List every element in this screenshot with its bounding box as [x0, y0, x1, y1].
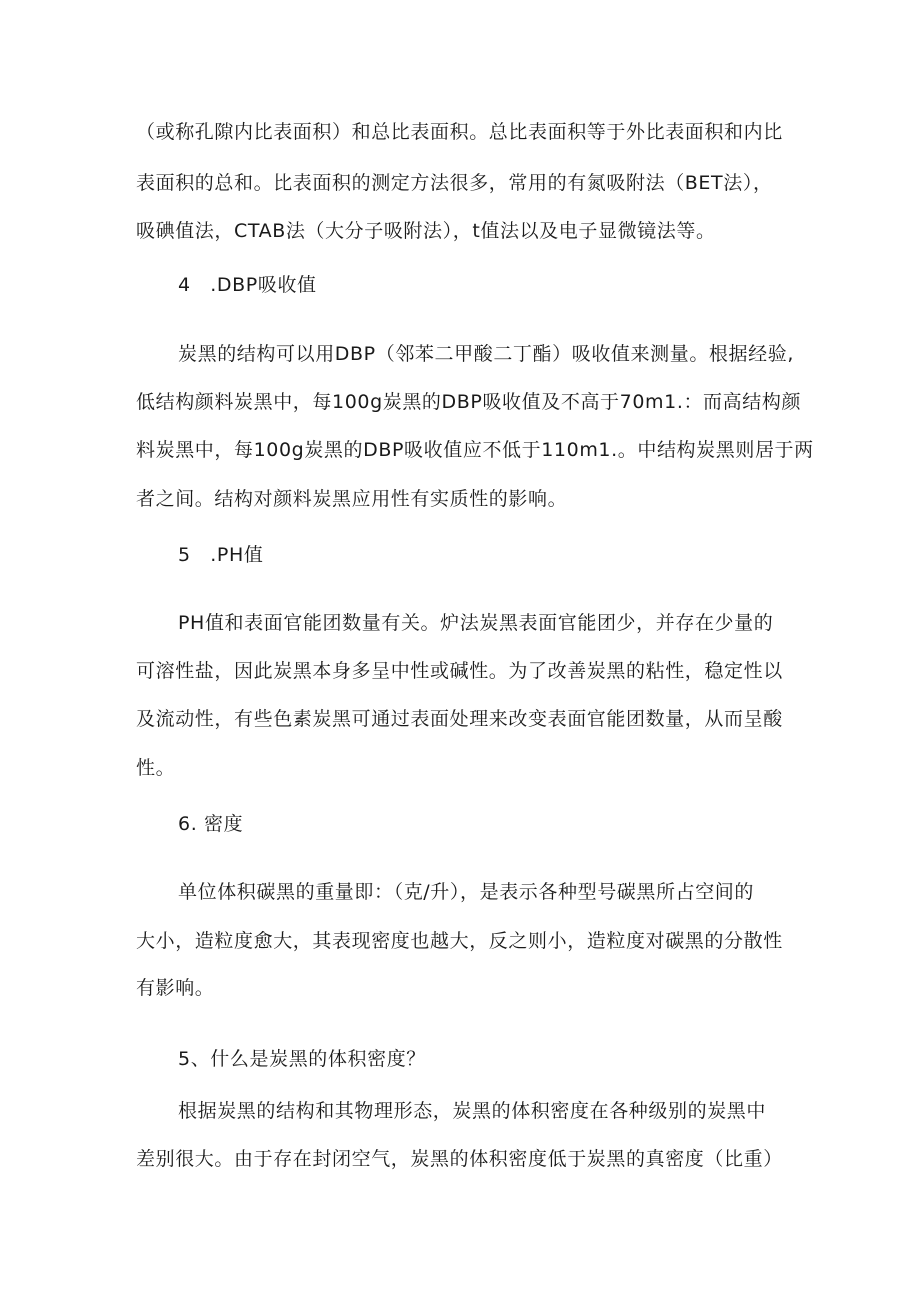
paragraph-line: 差别很大。由于存在封闭空气，炭黑的体积密度低于炭黑的真密度（比重）: [136, 1148, 783, 1170]
question-heading: 5、什么是炭黑的体积密度？: [178, 1048, 426, 1070]
paragraph-line: 单位体积碳黑的重量即：（克/升），是表示各种型号碳黑所占空间的: [178, 881, 755, 903]
paragraph-line: 料炭黑中，每100g炭黑的DBP吸收值应不低于110m1.。中结构炭黑则居于两: [136, 439, 814, 461]
paragraph-line: 大小，造粒度愈大，其表现密度也越大，反之则小，造粒度对碳黑的分散性: [136, 930, 783, 952]
paragraph-line: 有影响。: [136, 977, 215, 999]
paragraph-line: 者之间。结构对颜料炭黑应用性有实质性的影响。: [136, 488, 568, 510]
paragraph-line: 吸碘值法，CTAB法（大分子吸附法），t值法以及电子显微镜法等。: [136, 220, 716, 242]
paragraph-line: PH值和表面官能团数量有关。炉法炭黑表面官能团少，并存在少量的: [178, 612, 774, 634]
paragraph-line: 及流动性，有些色素炭黑可通过表面处理来改变表面官能团数量，从而呈酸: [136, 708, 783, 730]
section-heading: 4 .DBP吸收值: [178, 274, 317, 296]
paragraph-line: 根据炭黑的结构和其物理形态，炭黑的体积密度在各种级别的炭黑中: [178, 1100, 767, 1122]
paragraph-line: 炭黑的结构可以用DBP（邻苯二甲酸二丁酯）吸收值来测量。根据经验,: [178, 343, 794, 365]
paragraph-line: 表面积的总和。比表面积的测定方法很多，常用的有氮吸附法（BET法），: [136, 172, 773, 194]
section-heading: 5 .PH值: [178, 544, 264, 566]
section-heading: 6. 密度: [178, 813, 244, 835]
paragraph-line: （或称孔隙内比表面积）和总比表面积。总比表面积等于外比表面积和内比: [136, 121, 783, 143]
paragraph-line: 可溶性盐，因此炭黑本身多呈中性或碱性。为了改善炭黑的粘性，稳定性以: [136, 660, 783, 682]
paragraph-line: 性。: [136, 757, 176, 779]
paragraph-line: 低结构颜料炭黑中，每100g炭黑的DBP吸收值及不高于70m1.：而高结构颜: [136, 391, 802, 413]
